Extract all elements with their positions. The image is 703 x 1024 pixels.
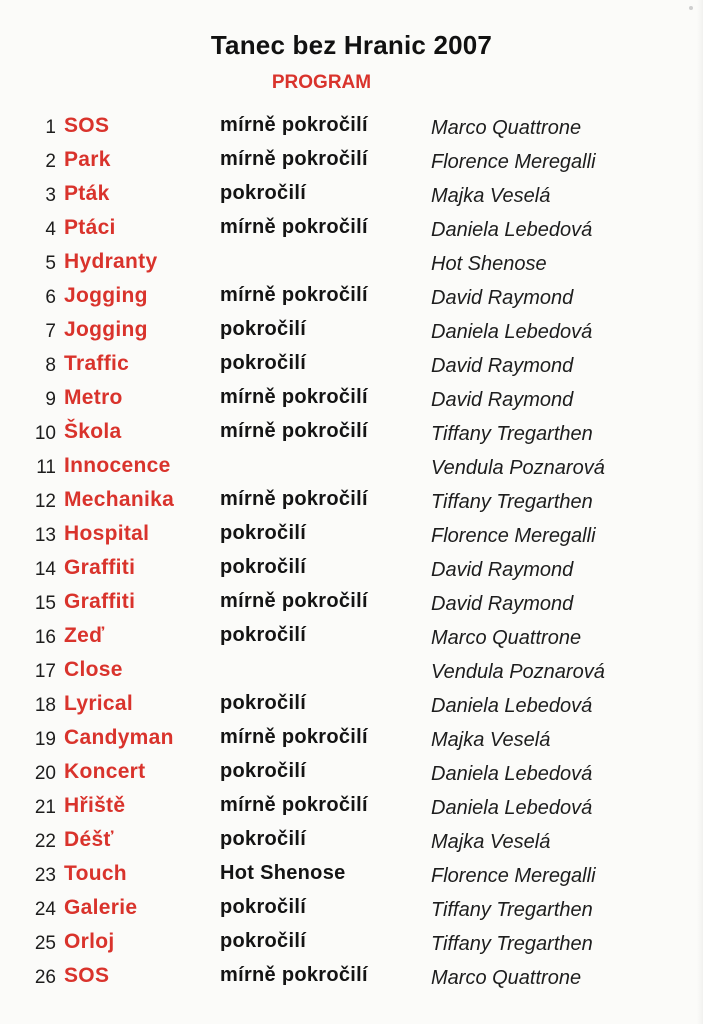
program-level: pokročilí bbox=[220, 930, 307, 952]
program-title: Close bbox=[64, 658, 123, 681]
program-number: 23 bbox=[34, 865, 56, 886]
program-number: 10 bbox=[34, 423, 56, 444]
program-row bbox=[0, 384, 703, 418]
program-level: pokročilí bbox=[220, 828, 307, 850]
program-instructor: David Raymond bbox=[431, 355, 574, 377]
program-instructor: David Raymond bbox=[431, 559, 574, 581]
program-row bbox=[0, 418, 703, 452]
program-level: mírně pokročilí bbox=[220, 726, 368, 748]
program-title: Galerie bbox=[64, 896, 138, 919]
program-instructor: David Raymond bbox=[431, 593, 574, 615]
program-level: pokročilí bbox=[220, 522, 307, 544]
program-level: mírně pokročilí bbox=[220, 386, 368, 408]
program-title: SOS bbox=[64, 964, 110, 987]
program-number: 17 bbox=[34, 661, 56, 682]
paper-speck bbox=[689, 6, 693, 10]
program-level: pokročilí bbox=[220, 318, 307, 340]
program-title: Park bbox=[64, 148, 111, 171]
program-instructor: Tiffany Tregarthen bbox=[431, 423, 593, 445]
program-instructor: Vendula Poznarová bbox=[431, 661, 605, 683]
program-number: 22 bbox=[34, 831, 56, 852]
program-row bbox=[0, 248, 703, 282]
program-title: Koncert bbox=[64, 760, 146, 783]
program-number: 20 bbox=[34, 763, 56, 784]
program-instructor: Hot Shenose bbox=[431, 253, 547, 275]
program-instructor: Florence Meregalli bbox=[431, 525, 596, 547]
program-row bbox=[0, 928, 703, 962]
program-number: 26 bbox=[34, 967, 56, 988]
program-row bbox=[0, 588, 703, 622]
program-row bbox=[0, 180, 703, 214]
program-level: mírně pokročilí bbox=[220, 148, 368, 170]
program-number: 21 bbox=[34, 797, 56, 818]
program-number: 14 bbox=[34, 559, 56, 580]
program-instructor: Tiffany Tregarthen bbox=[431, 491, 593, 513]
program-title: Traffic bbox=[64, 352, 130, 375]
program-level: mírně pokročilí bbox=[220, 964, 368, 986]
program-title: Orloj bbox=[64, 930, 115, 953]
program-row bbox=[0, 656, 703, 690]
program-row bbox=[0, 792, 703, 826]
program-row bbox=[0, 860, 703, 894]
program-instructor: Daniela Lebedová bbox=[431, 219, 593, 241]
program-number: 24 bbox=[34, 899, 56, 920]
program-number: 18 bbox=[34, 695, 56, 716]
program-number: 12 bbox=[34, 491, 56, 512]
program-row bbox=[0, 962, 703, 996]
program-instructor: Daniela Lebedová bbox=[431, 695, 593, 717]
program-instructor: Marco Quattrone bbox=[431, 967, 582, 989]
program-level: pokročilí bbox=[220, 896, 307, 918]
program-instructor: Vendula Poznarová bbox=[431, 457, 605, 479]
program-instructor: Marco Quattrone bbox=[431, 117, 582, 139]
program-number: 8 bbox=[45, 355, 56, 376]
program-instructor: Majka Veselá bbox=[431, 831, 551, 853]
program-row bbox=[0, 486, 703, 520]
program-title: SOS bbox=[64, 114, 110, 137]
program-level: mírně pokročilí bbox=[220, 488, 368, 510]
program-title: Škola bbox=[64, 420, 122, 443]
program-instructor: David Raymond bbox=[431, 287, 574, 309]
program-row bbox=[0, 214, 703, 248]
program-number: 7 bbox=[45, 321, 56, 342]
program-level: mírně pokročilí bbox=[220, 284, 368, 306]
program-level: pokročilí bbox=[220, 182, 307, 204]
program-level: pokročilí bbox=[220, 760, 307, 782]
program-level: mírně pokročilí bbox=[220, 794, 368, 816]
program-title: Déšť bbox=[64, 828, 114, 851]
program-number: 16 bbox=[34, 627, 56, 648]
program-level: pokročilí bbox=[220, 692, 307, 714]
program-title: Lyrical bbox=[64, 692, 134, 715]
program-instructor: Tiffany Tregarthen bbox=[431, 933, 593, 955]
program-title: Hřiště bbox=[64, 794, 126, 817]
program-title: Hydranty bbox=[64, 250, 158, 273]
program-title: Ptáci bbox=[64, 216, 116, 239]
program-level: mírně pokročilí bbox=[220, 216, 368, 238]
program-level: Hot Shenose bbox=[220, 862, 346, 884]
program-level: pokročilí bbox=[220, 352, 307, 374]
program-instructor: Florence Meregalli bbox=[431, 151, 596, 173]
program-heading: PROGRAM bbox=[271, 72, 372, 93]
program-list bbox=[0, 112, 703, 996]
program-title: Touch bbox=[64, 862, 127, 885]
program-title: Graffiti bbox=[64, 556, 136, 579]
program-instructor: Majka Veselá bbox=[431, 185, 551, 207]
program-row bbox=[0, 146, 703, 180]
program-number: 5 bbox=[45, 253, 56, 274]
program-number: 6 bbox=[45, 287, 56, 308]
program-number: 13 bbox=[34, 525, 56, 546]
program-number: 15 bbox=[34, 593, 56, 614]
program-row bbox=[0, 690, 703, 724]
program-level: mírně pokročilí bbox=[220, 590, 368, 612]
program-title: Innocence bbox=[64, 454, 171, 477]
program-row bbox=[0, 350, 703, 384]
program-number: 25 bbox=[34, 933, 56, 954]
program-title: Candyman bbox=[64, 726, 174, 749]
program-level: mírně pokročilí bbox=[220, 420, 368, 442]
program-title: Graffiti bbox=[64, 590, 136, 613]
program-title: Zeď bbox=[64, 624, 105, 647]
program-instructor: Daniela Lebedová bbox=[431, 763, 593, 785]
program-instructor: Daniela Lebedová bbox=[431, 321, 593, 343]
program-title: Pták bbox=[64, 182, 110, 205]
program-row bbox=[0, 724, 703, 758]
program-row bbox=[0, 282, 703, 316]
program-title: Metro bbox=[64, 386, 123, 409]
program-instructor: Marco Quattrone bbox=[431, 627, 582, 649]
program-row bbox=[0, 112, 703, 146]
program-title: Jogging bbox=[64, 318, 148, 341]
program-instructor: Tiffany Tregarthen bbox=[431, 899, 593, 921]
program-row bbox=[0, 826, 703, 860]
program-instructor: David Raymond bbox=[431, 389, 574, 411]
program-row bbox=[0, 894, 703, 928]
program-level: pokročilí bbox=[220, 556, 307, 578]
program-title: Jogging bbox=[64, 284, 148, 307]
program-row bbox=[0, 758, 703, 792]
program-number: 3 bbox=[45, 185, 56, 206]
program-row bbox=[0, 554, 703, 588]
program-instructor: Majka Veselá bbox=[431, 729, 551, 751]
program-instructor: Florence Meregalli bbox=[431, 865, 596, 887]
program-number: 11 bbox=[36, 457, 56, 478]
program-title: Mechanika bbox=[64, 488, 175, 511]
program-instructor: Daniela Lebedová bbox=[431, 797, 593, 819]
program-number: 9 bbox=[45, 389, 56, 410]
program-title: Hospital bbox=[64, 522, 150, 545]
program-row bbox=[0, 622, 703, 656]
program-row bbox=[0, 316, 703, 350]
program-level: mírně pokročilí bbox=[220, 114, 368, 136]
program-row bbox=[0, 520, 703, 554]
program-number: 1 bbox=[45, 117, 56, 138]
program-number: 19 bbox=[34, 729, 56, 750]
program-number: 2 bbox=[45, 151, 56, 172]
page-title: Tanec bez Hranic 2007 bbox=[210, 30, 493, 60]
program-level: pokročilí bbox=[220, 624, 307, 646]
program-number: 4 bbox=[45, 219, 56, 240]
program-row bbox=[0, 452, 703, 486]
